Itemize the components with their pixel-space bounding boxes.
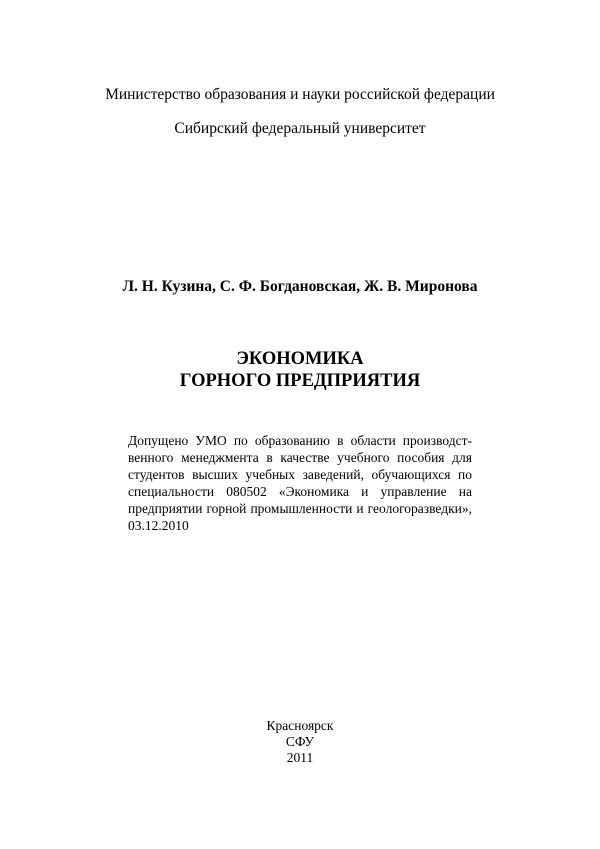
approval-line-3: студентов высших учебных заведений, обучающихся по — [128, 467, 472, 482]
approval-line-4: специальности 080502 «Экономика и управление на — [128, 484, 472, 499]
approval-line-2: венного менеджмента в качестве учебного пособия для — [128, 450, 472, 465]
approval-statement — [128, 432, 472, 534]
book-title — [0, 348, 600, 392]
book-title-line-2: ГОРНОГО ПРЕДПРИЯТИЯ — [179, 371, 421, 391]
approval-line-6: 03.12.2010 — [128, 518, 189, 533]
imprint-city: Красноярск — [266, 718, 334, 733]
approval-line-5: предприятии горной промышленности и геологоразведки», — [128, 501, 472, 516]
imprint-publisher: СФУ — [285, 734, 315, 749]
book-title-line-1: ЭКОНОМИКА — [236, 349, 364, 369]
ministry-heading: Министерство образования и науки российской федерации — [105, 86, 495, 103]
authors-line: Л. Н. Кузина, С. Ф. Богдановская, Ж. В. Миронова — [122, 278, 478, 295]
approval-line-1: Допущено УМО по образованию в области производст- — [128, 433, 472, 448]
university-name: Сибирский федеральный университет — [174, 120, 426, 137]
imprint — [0, 718, 600, 766]
imprint-year: 2011 — [286, 750, 314, 765]
